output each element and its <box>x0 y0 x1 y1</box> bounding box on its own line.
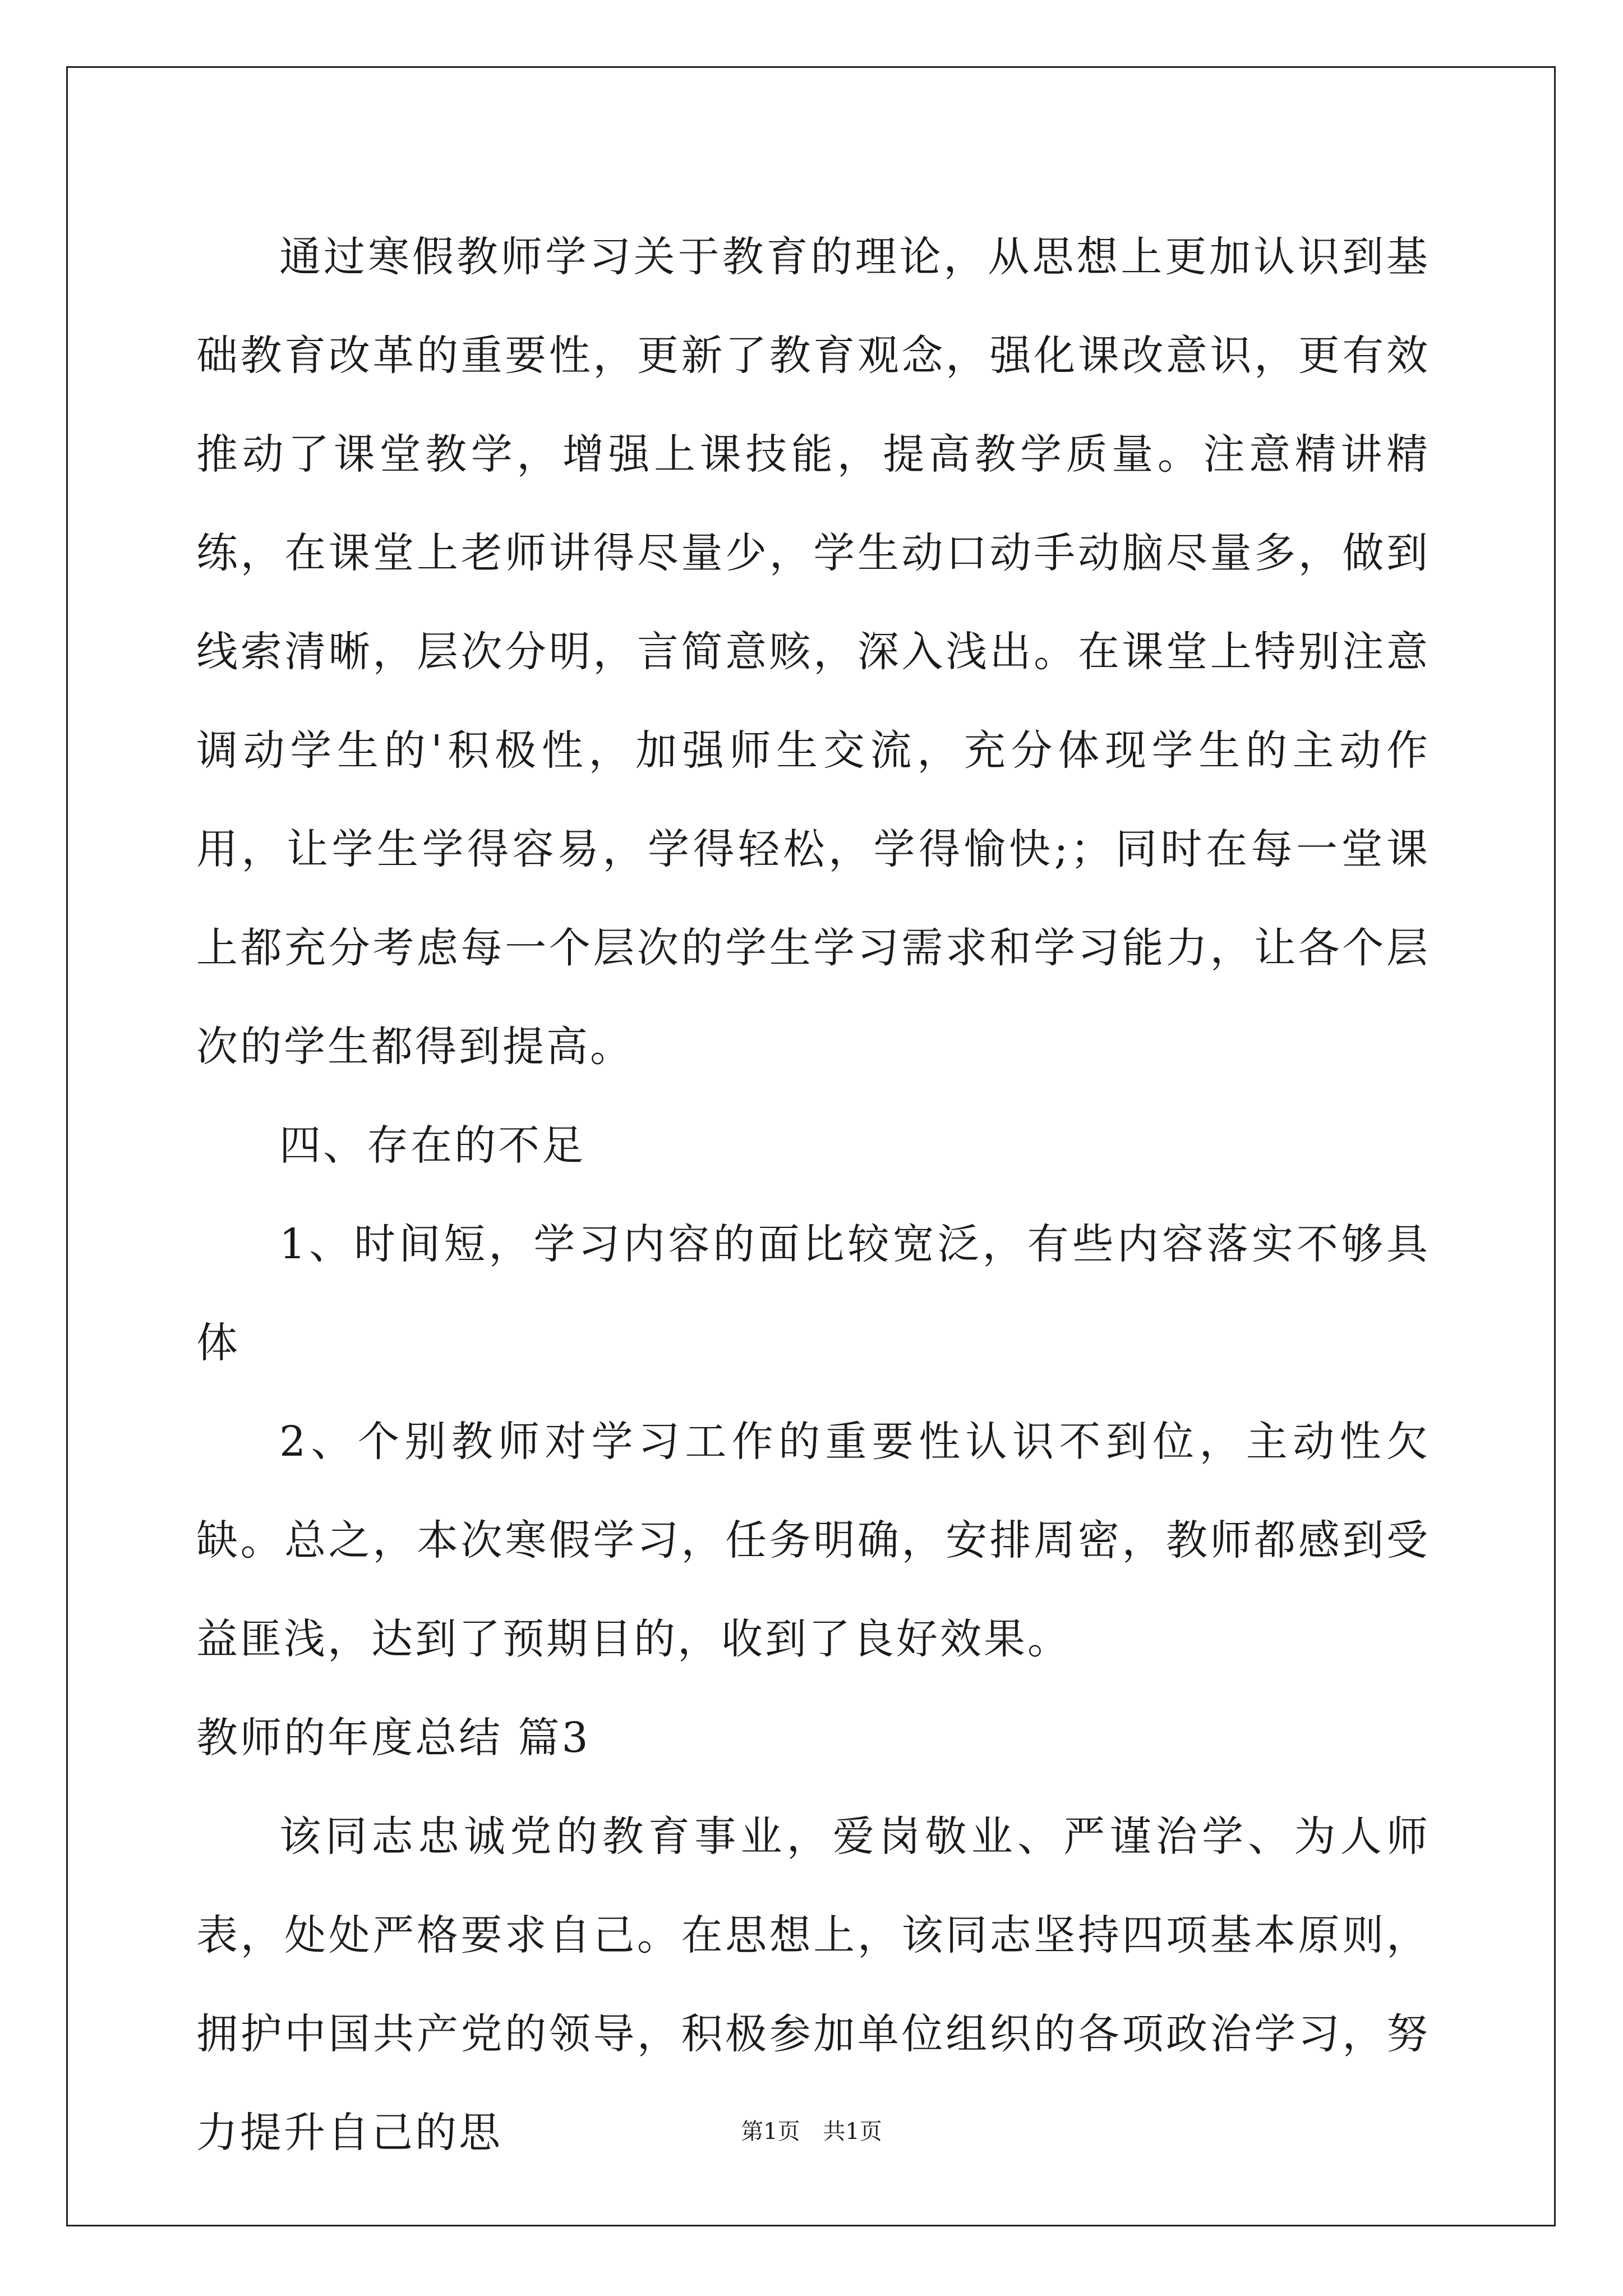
paragraph-study-summary: 通过寒假教师学习关于教育的理论，从思想上更加认识到基础教育改革的重要性，更新了教育观念，强化课改意识，更有效推动了课堂教学，增强上课技能，提高教学质量。注意精讲精练，在课堂上老师讲得尽量少，学生动口动手动脑尽量多，做到线索清晰，层次分明，言简意赅，深入浅出。在课堂上特别注意调动学生的'积极性，加强师生交流，充分体现学生的主动作用，让学生学得容易，学得轻松，学得愉快;；同时在每一堂课上都充分考虑每一个层次的学生学习需求和学习能力，让各个层次的学生都得到提高。 <box>196 233 1430 1071</box>
page-number: 第1页 <box>741 2119 800 2145</box>
list-item-shortcoming-2: 2、个别教师对学习工作的重要性认识不到位，主动性欠缺。总之，本次寒假学习，任务明确，安排周密，教师都感到受益匪浅，达到了预期目的，收到了良好效果。 <box>196 1418 1430 1663</box>
list-item-shortcoming-1: 1、时间短，学习内容的面比较宽泛，有些内容落实不够具体 <box>196 1220 1430 1367</box>
paragraph-evaluation: 该同志忠诚党的教育事业，爱岗敬业、严谨治学、为人师表，处处严格要求自己。在思想上，该同志坚持四项基本原则，拥护中国共产党的领导，积极参加单位组织的各项政治学习，努力提升自己的思 <box>196 1812 1430 2157</box>
article-title: 教师的年度总结 篇3 <box>196 1714 591 1762</box>
page-total: 共1页 <box>823 2119 882 2145</box>
page-footer <box>0 2118 1623 2146</box>
section-heading-shortcomings: 四、存在的不足 <box>279 1121 585 1170</box>
document-body <box>196 208 1430 2182</box>
